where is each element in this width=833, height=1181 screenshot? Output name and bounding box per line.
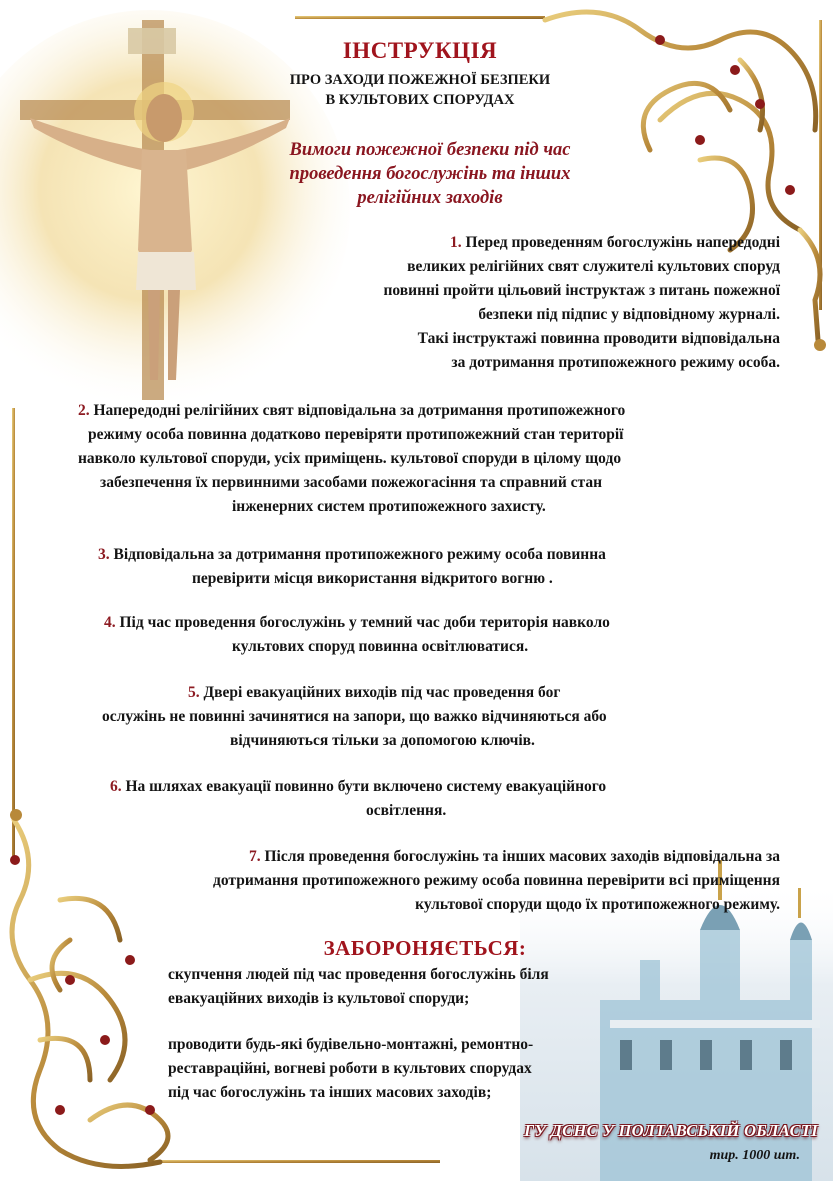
organization-name: ГУ ДСНС У ПОЛТАВСЬКІЙ ОБЛАСТІ [524,1121,818,1140]
requirements-heading-line-1: Вимоги пожежної безпеки під час [289,140,571,160]
prohibited-line: реставраційні, вогневі роботи в культових спорудах [168,1060,532,1077]
requirements-heading [210,138,650,210]
item-line: Такі інструктажі повинна проводити відповідальна [417,330,780,347]
item-line: великих релігійних свят служителі культових споруд [407,258,780,275]
item-line: забезпечення їх первинними засобами пожежогасіння та справний стан [100,474,603,491]
subtitle-line-1: ПРО ЗАХОДИ ПОЖЕЖНОЇ БЕЗПЕКИ [289,72,551,88]
item-number: 6. [110,778,122,795]
item-number: 7. [248,848,261,865]
prohibited-line: проводити будь-які будівельно-монтажні, ремонтно- [168,1036,534,1053]
item-number: 1. [450,234,462,251]
item-line: культових споруд повинна освітлюватися. [232,638,529,655]
prohibited-line: скупчення людей під час проведення богослужінь біля [168,966,549,983]
item-line: 1. Перед проведенням богослужінь напередодні [450,234,780,251]
item-line: навколо культової споруди, усіх приміщень. культової споруди в цілому щодо [78,450,622,467]
item-line: 4. Під час проведення богослужінь у темний час доби територія навколо [104,614,610,631]
prohibited-title: ЗАБОРОНЯЄТЬСЯ: [323,936,527,960]
requirements-heading-line-2: проведення богослужінь та інших [289,164,571,184]
item-line: режиму особа повинна додатково перевіряти протипожежний стан території [88,426,624,443]
prohibited-line: евакуаційних виходів із культової споруди; [168,990,470,1007]
item-line: 5. Двері евакуаційних виходів під час проведення бог [188,684,561,701]
item-line: 3. Відповідальна за дотримання протипожежного режиму особа повинна [98,546,606,563]
item-line: освітлення. [366,802,447,819]
item-number: 4. [104,614,116,631]
item-line: 2. Напередодні релігійних свят відповідальна за дотримання протипожежного [78,402,626,419]
item-line: перевірити місця використання відкритого вогню . [192,570,553,587]
item-number: 2. [78,402,90,419]
item-line: інженерних систем протипожежного захисту. [232,498,546,515]
item-line: 6. На шляхах евакуації повинно бути включено систему евакуаційного [110,778,607,795]
requirements-heading-line-3: релігійних заходів [357,188,503,208]
item-line: культової споруди щодо їх протипожежного режиму. [415,896,780,913]
item-number: 3. [98,546,110,563]
item-number: 5. [188,684,200,701]
item-line: відчиняються тільки за допомогою ключів. [230,732,535,749]
subtitle-line-2: В КУЛЬТОВИХ СПОРУДАХ [325,92,515,108]
item-line: повинні пройти цільовий інструктаж з питань пожежної [383,282,780,299]
item-line: ослужінь не повинні зачинятися на запори, що важко відчиняються або [102,708,607,725]
page-title: ІНСТРУКЦІЯ [342,38,498,63]
item-line: дотримання протипожежного режиму особа повинна перевірити всі приміщення [213,872,780,889]
prohibited-line: під час богослужінь та інших масових заходів; [168,1084,492,1101]
item-line: безпеки під підпис у відповідному журналі. [478,306,780,323]
item-line: 7. Після проведення богослужінь та інших масових заходів відповідальна за [248,848,780,865]
print-run: тир. 1000 шт. [709,1148,800,1163]
item-line: за дотримання протипожежного режиму особа. [451,354,780,371]
